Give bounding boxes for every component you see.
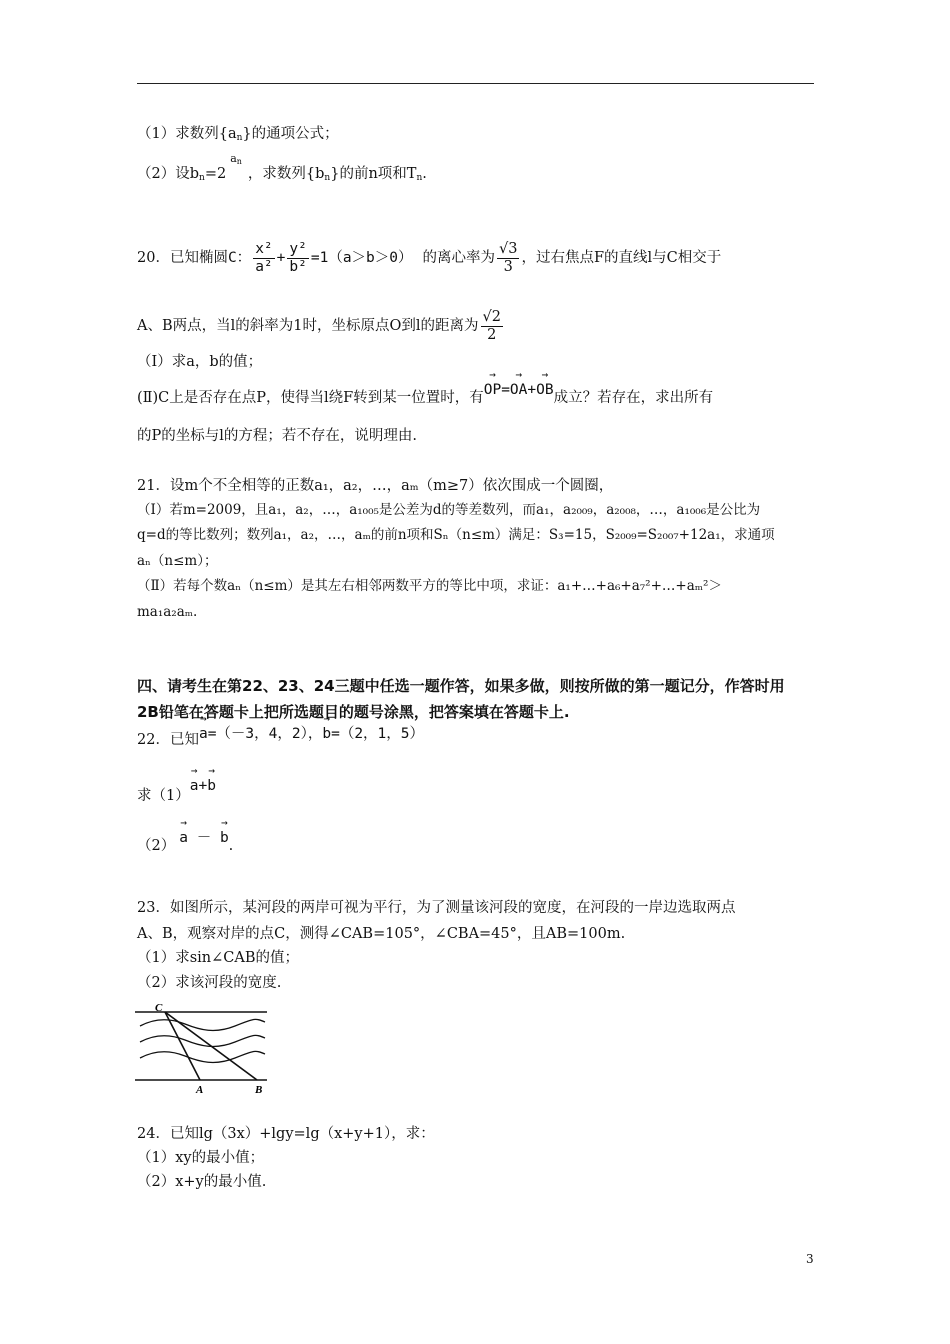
q21-line4: aₙ（n≤m）； bbox=[137, 553, 218, 569]
label-b: B bbox=[255, 1084, 263, 1096]
q20-part2: (Ⅱ)C上是否存在点P，使得当l绕F转到某一位置时，有→ OP=→ OA+→ OB成立？若存在，求出所有 bbox=[137, 388, 713, 408]
fraction-eccentricity: $\frac{√3}{3}$ bbox=[499, 240, 518, 275]
q23-line1: 23．如图所示，某河段的两岸可视为平行，为了测量该河段的宽度，在河段的一岸边选取两点 bbox=[137, 900, 736, 916]
q19-part1: （1）求数列$\{a_n\}$的通项公式； bbox=[137, 126, 339, 143]
wave-1 bbox=[140, 1019, 265, 1030]
q20-line2: A、B两点，当l的斜率为1时，坐标原点O到l的距离为 $\frac{√2}{2}$ bbox=[137, 308, 501, 343]
q20-part1: （Ⅰ）求a，b的值； bbox=[137, 354, 263, 370]
q21-line6: ma₁a₂aₘ. bbox=[137, 604, 198, 620]
q20-part2-line2: 的P的坐标与l的方程；若不存在，说明理由. bbox=[137, 428, 418, 444]
q21-line5: （Ⅱ）若每个数aₙ（n≤m）是其左右相邻两数平方的等比中项，求证：a₁+…+a₆+a₇²+…+aₘ²＞ bbox=[137, 578, 722, 594]
label-c: C bbox=[155, 1002, 163, 1014]
wave-2 bbox=[140, 1035, 265, 1046]
fraction-x: $\frac{\text{x²}}{\text{a²}}$ bbox=[255, 240, 273, 275]
q23-line2: A、B，观察对岸的点C，测得∠CAB=105°，∠CBA=45°，且AB=100m. bbox=[137, 926, 626, 942]
q22-line1: 22．已知→ a=（－3，4，2），→ b=（2，1，5） bbox=[137, 730, 424, 750]
river-figure bbox=[135, 1000, 270, 1098]
label-a: A bbox=[196, 1084, 204, 1096]
wave-3 bbox=[140, 1051, 265, 1062]
header-rule bbox=[137, 83, 814, 84]
fraction-distance: $\frac{√2}{2}$ bbox=[482, 308, 501, 343]
section4-line2: 2B铅笔在答题卡上把所选题目的题号涂黑，把答案填在答题卡上. bbox=[137, 703, 570, 721]
q22-part2: （2）→ a － → b. bbox=[137, 836, 233, 856]
q23-line4: （2）求该河段的宽度. bbox=[137, 975, 282, 991]
section4-line1: 四、请考生在第22、23、24三题中任选一题作答，如果多做，则按所做的第一题记分，作答时用 bbox=[137, 677, 785, 695]
q23-line3: （1）求sin∠CAB的值； bbox=[137, 950, 300, 966]
q20-line1: 20．已知椭圆C： $\frac{\text{x²}}{\text{a²}}$ + $\frac{\text{y²}}{\text{b²}}$ =1（a＞b＞0） 的离心率为 $\frac{√3}{3}$ ，过右焦点F的直线l与C相交于 bbox=[137, 240, 722, 275]
fraction-y: $\frac{\text{y²}}{\text{b²}}$ bbox=[289, 240, 307, 275]
q24-line2: （1）xy的最小值； bbox=[137, 1150, 265, 1166]
q21-line3: q=d的等比数列；数列a₁，a₂，…，aₘ的前n项和Sₙ（n≤m）满足：S₃=15，S₂₀₀₉=S₂₀₀₇+12a₁，求通项 bbox=[137, 527, 775, 543]
q21-line2: （Ⅰ）若m=2009，且a₁，a₂，…，a₁₀₀₅是公差为d的等差数列，而a₁，a₂₀₀₉，a₂₀₀₈，…，a₁₀₀₆是公比为 bbox=[137, 502, 761, 518]
q24-line1: 24．已知lg（3x）+lgy=lg（x+y+1），求： bbox=[137, 1126, 435, 1142]
q21-line1: 21．设m个不全相等的正数a₁，a₂，…，aₘ（m≥7）依次围成一个圆圈， bbox=[137, 478, 614, 494]
segment-ca bbox=[165, 1012, 200, 1080]
q22-part1: 求（1）→ a+→ b bbox=[137, 786, 216, 806]
page-number: 3 bbox=[806, 1252, 814, 1266]
q19-part2: （2）设$b_n=2a_n$，求数列$\{b_n\}$的前n项和$T_n$. bbox=[137, 152, 427, 183]
q24-line3: （2）x+y的最小值. bbox=[137, 1174, 267, 1190]
